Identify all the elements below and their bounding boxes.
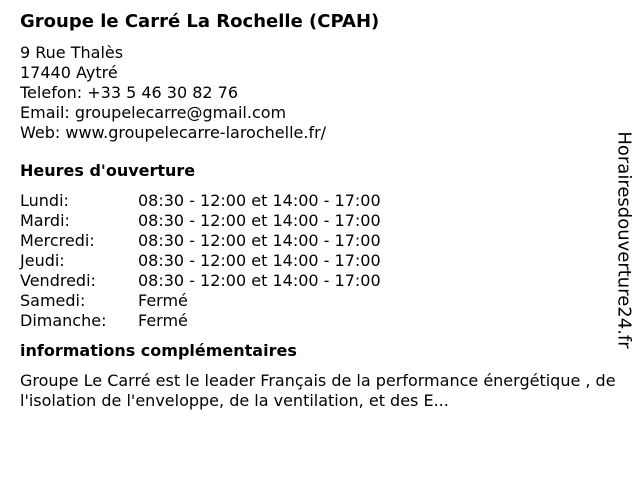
- hours-day-label: Jeudi:: [20, 251, 65, 270]
- hours-time-value: Fermé: [138, 311, 188, 330]
- hours-time-value: 08:30 - 12:00 et 14:00 - 17:00: [138, 271, 381, 290]
- site-watermark: Horairesdouverture24.fr: [613, 131, 635, 349]
- hours-row-friday: [20, 271, 620, 291]
- opening-hours-table: [20, 191, 620, 331]
- address-city: 17440 Aytré: [20, 63, 118, 82]
- hours-row-thursday: [20, 251, 620, 271]
- hours-day-label: Samedi:: [20, 291, 86, 310]
- hours-day-label: Mardi:: [20, 211, 70, 230]
- opening-hours-heading: Heures d'ouverture: [20, 161, 196, 180]
- hours-row-tuesday: [20, 211, 620, 231]
- hours-row-saturday: [20, 291, 620, 311]
- additional-info-heading: informations complémentaires: [20, 341, 297, 360]
- hours-time-value: 08:30 - 12:00 et 14:00 - 17:00: [138, 251, 381, 270]
- hours-day-label: Mercredi:: [20, 231, 95, 250]
- hours-time-value: 08:30 - 12:00 et 14:00 - 17:00: [138, 211, 381, 230]
- hours-day-label: Lundi:: [20, 191, 69, 210]
- hours-day-label: Vendredi:: [20, 271, 96, 290]
- hours-row-sunday: [20, 311, 620, 331]
- hours-time-value: 08:30 - 12:00 et 14:00 - 17:00: [138, 191, 381, 210]
- business-description: Groupe Le Carré est le leader Français de la performance énergétique , de l'isolation de l'enveloppe, de la ventilation, et des E...: [20, 371, 616, 410]
- web-line: Web: www.groupelecarre-larochelle.fr/: [20, 123, 327, 142]
- business-name: Groupe le Carré La Rochelle (CPAH): [20, 11, 380, 32]
- email-line: Email: groupelecarre@gmail.com: [20, 103, 287, 122]
- hours-day-label: Dimanche:: [20, 311, 107, 330]
- business-card: [20, 10, 620, 411]
- address-street: 9 Rue Thalès: [20, 43, 124, 62]
- hours-time-value: Fermé: [138, 291, 188, 310]
- hours-time-value: 08:30 - 12:00 et 14:00 - 17:00: [138, 231, 381, 250]
- phone-line: Telefon: +33 5 46 30 82 76: [20, 83, 239, 102]
- hours-row-wednesday: [20, 231, 620, 251]
- hours-row-monday: [20, 191, 620, 211]
